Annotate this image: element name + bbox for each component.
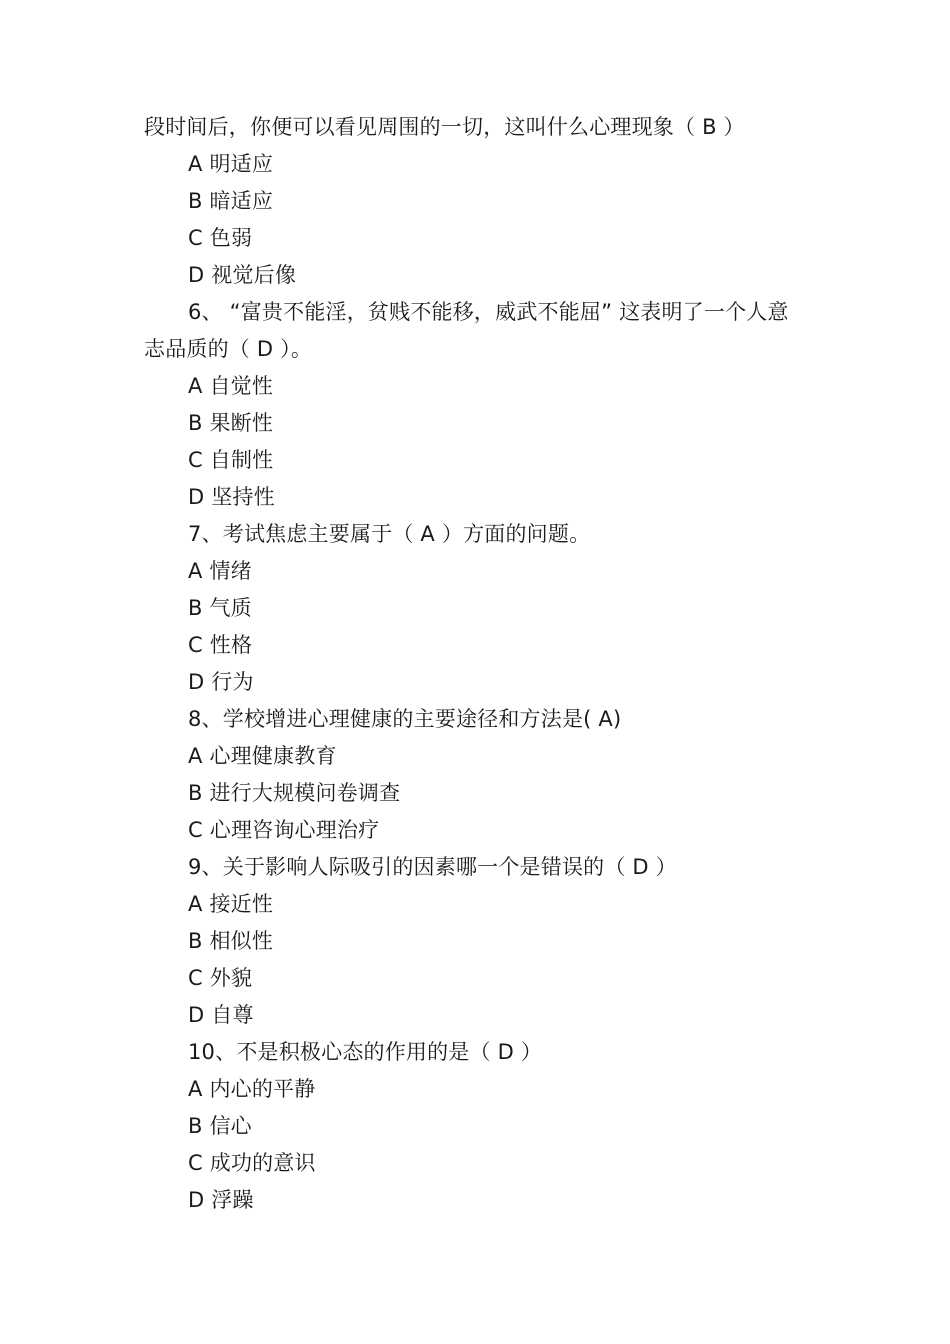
option-a: A 内心的平静 — [188, 1077, 316, 1101]
option-d: D 视觉后像 — [188, 263, 297, 287]
option-b: B 相似性 — [188, 929, 274, 953]
option-a: A 心理健康教育 — [188, 744, 337, 768]
question-5-continuation: 段时间后，你便可以看见周围的一切，这叫什么心理现象（ B ） — [144, 115, 745, 139]
option-c: C 心理咨询心理治疗 — [188, 818, 380, 842]
option-b: B 进行大规模问卷调查 — [188, 781, 401, 805]
option-b: B 暗适应 — [188, 189, 274, 213]
option-c: C 成功的意识 — [188, 1151, 316, 1175]
option-c: C 性格 — [188, 633, 253, 657]
question-9: 9、关于影响人际吸引的因素哪一个是错误的（ D ） — [188, 855, 677, 879]
option-b: B 气质 — [188, 596, 252, 620]
question-7: 7、考试焦虑主要属于（ A ）方面的问题。 — [188, 522, 591, 546]
question-10: 10、不是积极心态的作用的是（ D ） — [188, 1040, 543, 1064]
option-d: D 坚持性 — [188, 485, 275, 509]
question-6-continuation: 志品质的（ D ）。 — [144, 337, 313, 361]
option-a: A 接近性 — [188, 892, 274, 916]
question-8: 8、学校增进心理健康的主要途径和方法是( A) — [188, 707, 622, 731]
option-d: D 行为 — [188, 670, 254, 694]
option-c: C 外貌 — [188, 966, 253, 990]
option-d: D 浮躁 — [188, 1188, 254, 1212]
question-6: 6、 “富贵不能淫，贫贱不能移，威武不能屈” 这表明了一个人意 — [188, 300, 789, 324]
option-a: A 情绪 — [188, 559, 252, 583]
option-c: C 自制性 — [188, 448, 274, 472]
option-c: C 色弱 — [188, 226, 253, 250]
option-b: B 信心 — [188, 1114, 252, 1138]
option-a: A 自觉性 — [188, 374, 274, 398]
option-a: A 明适应 — [188, 152, 274, 176]
option-b: B 果断性 — [188, 411, 274, 435]
option-d: D 自尊 — [188, 1003, 254, 1027]
